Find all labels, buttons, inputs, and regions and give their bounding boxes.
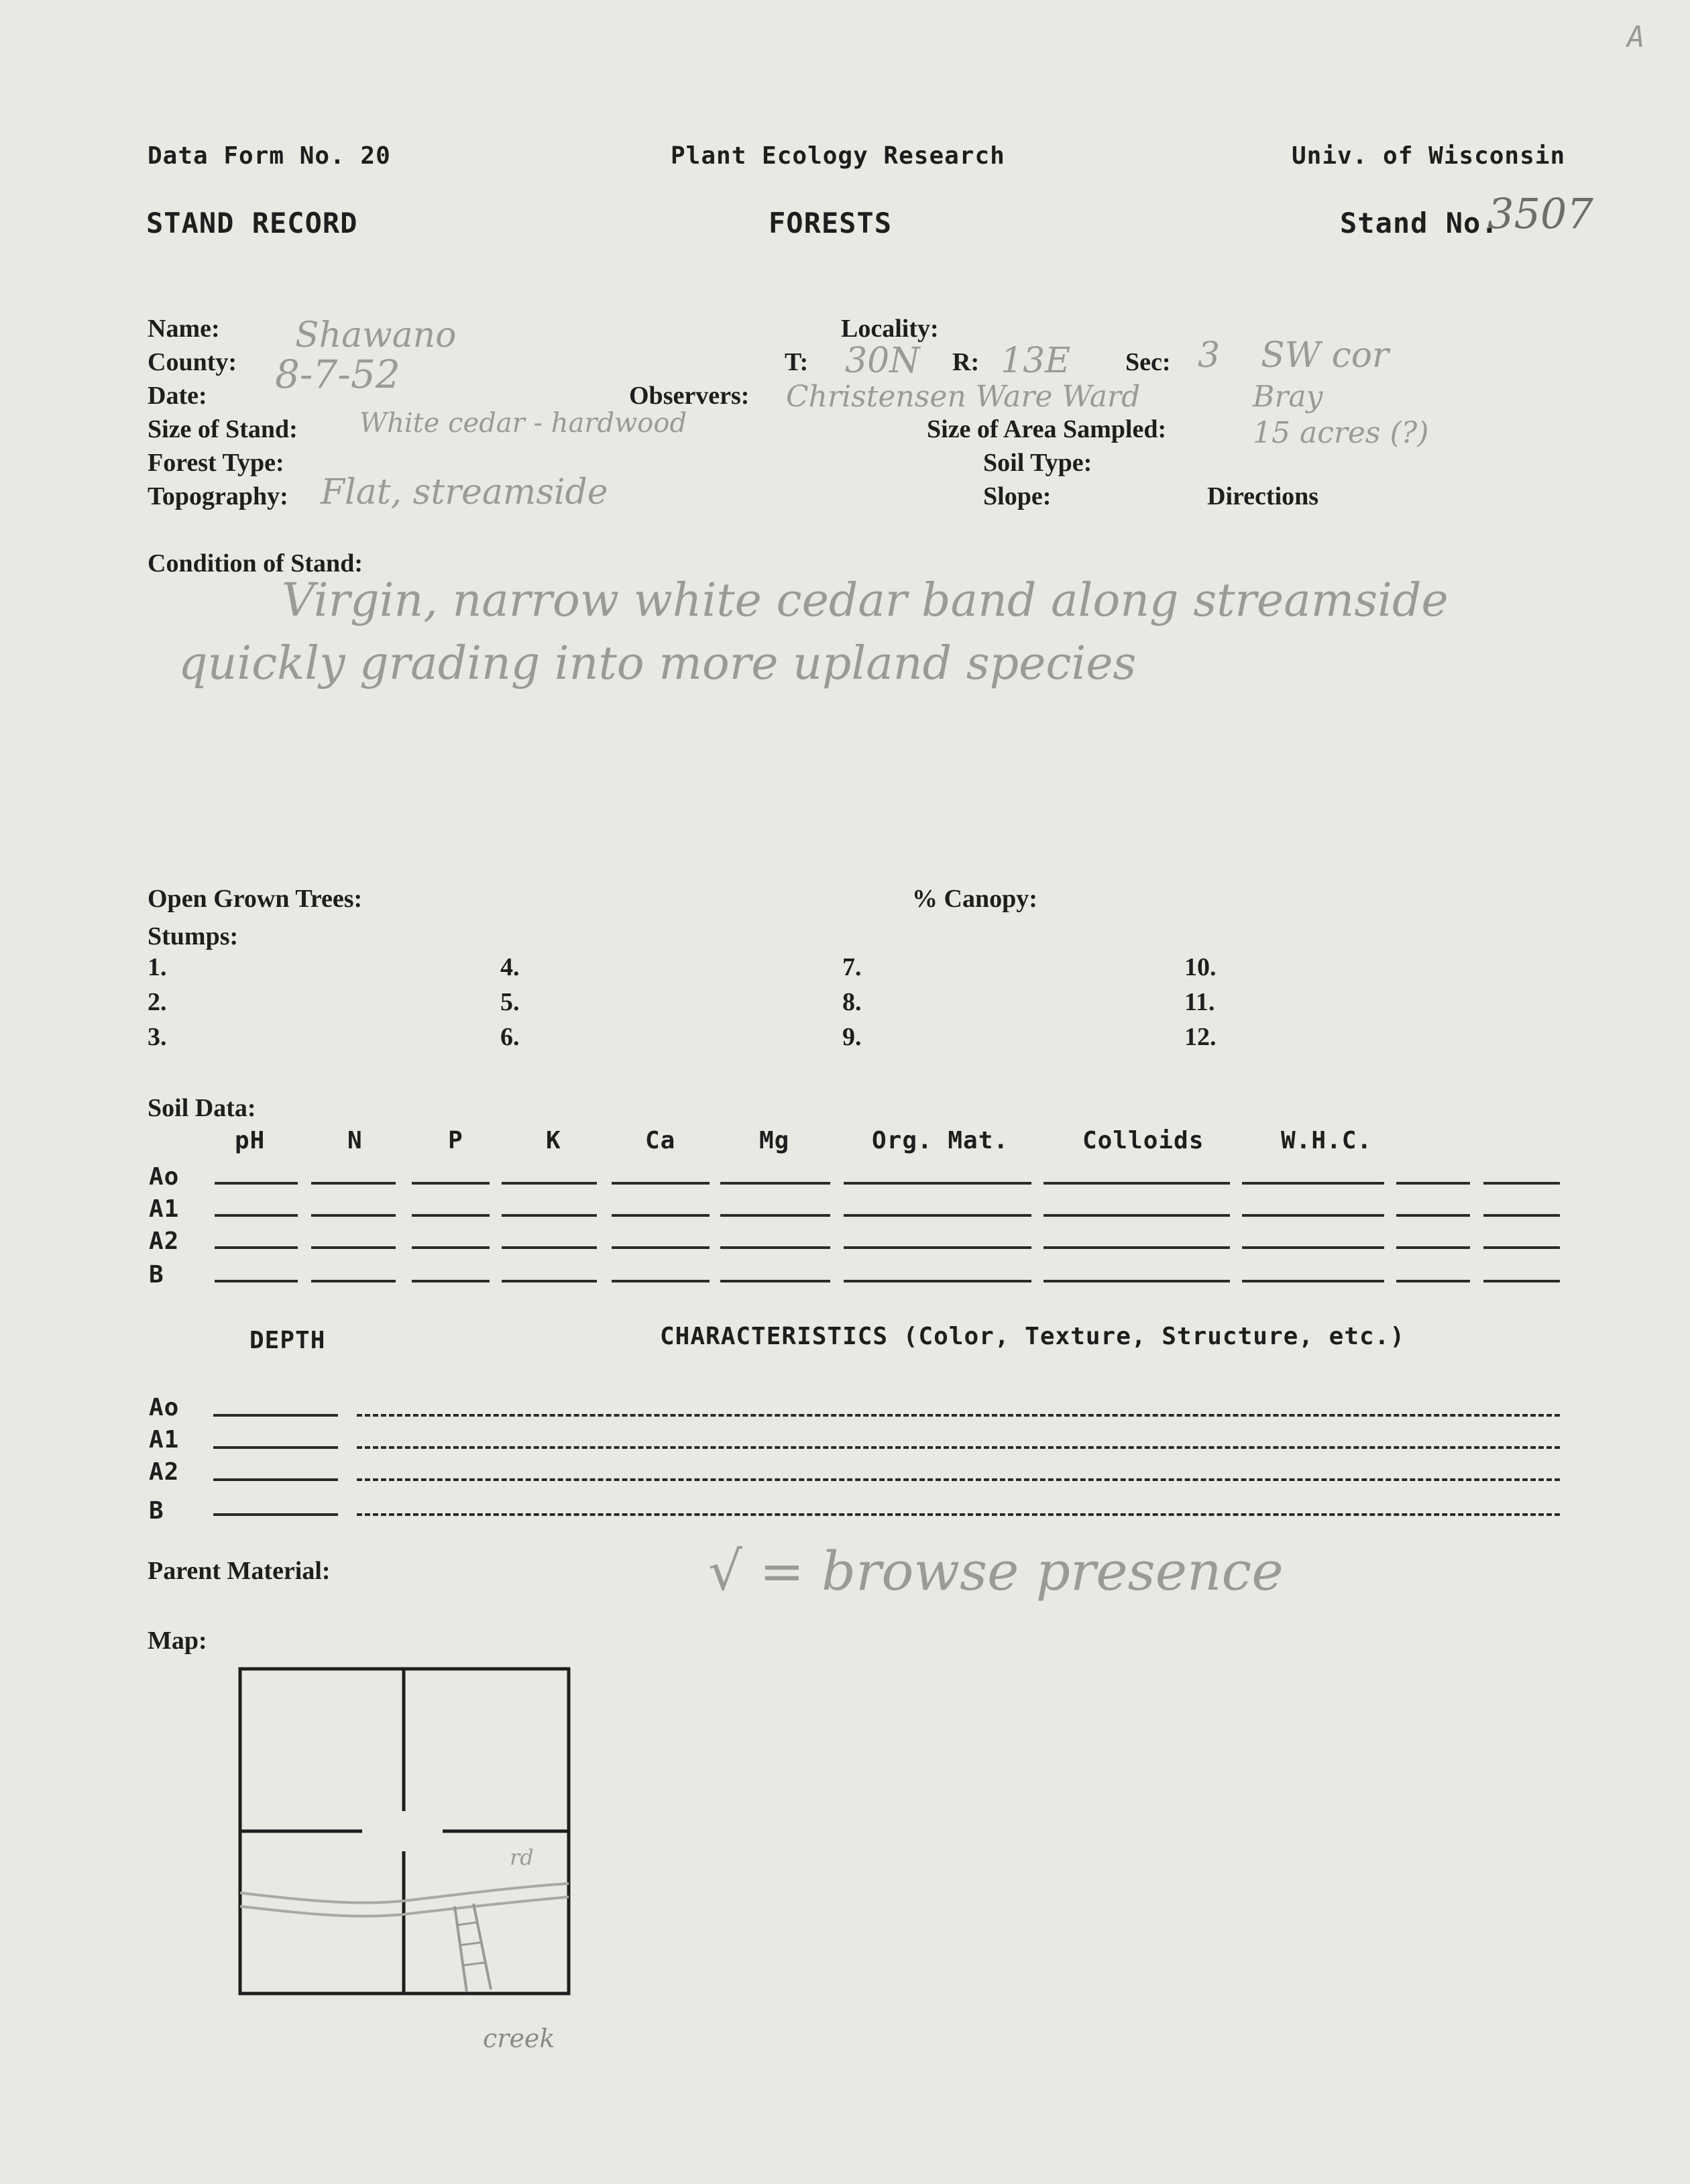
soil-blank-line <box>1483 1182 1560 1185</box>
observers-extra: Bray <box>1253 380 1323 414</box>
soil-col-n: N <box>347 1127 363 1154</box>
soil-blank-line <box>612 1280 710 1282</box>
size-of-stand-value: White cedar - hardwood <box>359 408 687 439</box>
soil-blank-line <box>720 1246 830 1249</box>
soil-blank-line <box>1044 1182 1230 1185</box>
soil-blank-line <box>311 1246 396 1249</box>
observers-value: Christensen Ware Ward <box>786 380 1141 414</box>
soil-col-k: K <box>546 1127 561 1154</box>
soil-blank-line <box>1242 1182 1384 1185</box>
stump-number: 10. <box>1184 953 1217 981</box>
soil-blank-line <box>311 1214 396 1217</box>
stump-number: 8. <box>842 988 862 1016</box>
soil-row-label: A2 <box>149 1227 180 1255</box>
characteristics-blank-line <box>357 1513 1560 1516</box>
soil-blank-line <box>844 1182 1031 1185</box>
soil-data-label: Soil Data: <box>148 1094 256 1122</box>
characteristics-blank-line <box>357 1446 1560 1449</box>
topography-label: Topography: <box>148 482 288 510</box>
soil-row-label: Ao <box>149 1163 180 1191</box>
sec-note: SW cor <box>1261 335 1389 376</box>
soil-col-whc: W.H.C. <box>1281 1127 1373 1154</box>
sec-label: Sec: <box>1125 348 1171 376</box>
parent-material-label: Parent Material: <box>148 1557 331 1585</box>
topography-value: Flat, streamside <box>321 472 608 512</box>
corner-mark: A <box>1627 20 1646 54</box>
soil-col-p: P <box>448 1127 463 1154</box>
organization: Plant Ecology Research <box>671 142 1005 170</box>
depth-row-label: A1 <box>149 1426 180 1454</box>
soil-row-label: A1 <box>149 1195 180 1223</box>
stand-map <box>228 1657 590 2073</box>
forests-title: FORESTS <box>769 207 893 239</box>
soil-blank-line <box>215 1246 298 1249</box>
stump-number: 3. <box>148 1023 167 1051</box>
soil-blank-line <box>311 1280 396 1282</box>
sec-value: 3 <box>1198 335 1221 376</box>
stump-number: 6. <box>500 1023 520 1051</box>
soil-row-label: B <box>149 1261 164 1289</box>
r-value: 13E <box>1001 341 1071 381</box>
stump-number: 1. <box>148 953 167 981</box>
date-label: Date: <box>148 382 207 410</box>
browse-note: √ = browse presence <box>708 1540 1284 1602</box>
soil-blank-line <box>1396 1246 1470 1249</box>
soil-blank-line <box>215 1182 298 1185</box>
soil-blank-line <box>1396 1214 1470 1217</box>
directions-label: Directions <box>1207 482 1319 510</box>
soil-blank-line <box>1242 1280 1384 1282</box>
t-label: T: <box>785 348 809 376</box>
soil-col-colloids: Colloids <box>1082 1127 1204 1154</box>
soil-blank-line <box>412 1280 490 1282</box>
depth-row-label: A2 <box>149 1458 180 1486</box>
forest-type-label: Forest Type: <box>148 449 284 477</box>
stumps-label: Stumps: <box>148 922 239 950</box>
stump-number: 2. <box>148 988 167 1016</box>
depth-label: DEPTH <box>249 1327 326 1354</box>
soil-blank-line <box>412 1246 490 1249</box>
open-grown-trees-label: Open Grown Trees: <box>148 885 363 913</box>
locality-label: Locality: <box>841 315 939 343</box>
university: Univ. of Wisconsin <box>1292 142 1566 170</box>
soil-col-org-mat: Org. Mat. <box>872 1127 1009 1154</box>
form-number: Data Form No. 20 <box>148 142 391 170</box>
map-creek-label: creek <box>483 2024 555 2053</box>
soil-type-label: Soil Type: <box>983 449 1092 477</box>
characteristics-label: CHARACTERISTICS (Color, Texture, Structure, etc.) <box>660 1323 1406 1350</box>
map-label: Map: <box>148 1627 207 1655</box>
depth-blank-line <box>213 1414 338 1417</box>
size-of-stand-label: Size of Stand: <box>148 415 298 443</box>
soil-col-ca: Ca <box>645 1127 676 1154</box>
condition-label: Condition of Stand: <box>148 549 363 578</box>
soil-blank-line <box>720 1182 830 1185</box>
soil-blank-line <box>844 1280 1031 1282</box>
characteristics-blank-line <box>357 1478 1560 1481</box>
slope-label: Slope: <box>983 482 1052 510</box>
r-label: R: <box>952 348 980 376</box>
stump-number: 7. <box>842 953 862 981</box>
soil-blank-line <box>412 1214 490 1217</box>
soil-blank-line <box>1483 1214 1560 1217</box>
depth-blank-line <box>213 1446 338 1449</box>
soil-blank-line <box>720 1214 830 1217</box>
soil-blank-line <box>311 1182 396 1185</box>
t-value: 30N <box>845 341 920 381</box>
soil-blank-line <box>1044 1280 1230 1282</box>
condition-line-2: quickly grading into more upland species <box>178 637 1137 690</box>
soil-blank-line <box>502 1246 597 1249</box>
observers-label: Observers: <box>629 382 750 410</box>
soil-blank-line <box>215 1280 298 1282</box>
stand-no-label: Stand No. <box>1340 207 1499 239</box>
condition-line-1: Virgin, narrow white cedar band along streamside <box>282 574 1449 627</box>
soil-col-ph: pH <box>235 1127 266 1154</box>
stump-number: 9. <box>842 1023 862 1051</box>
size-of-area-label: Size of Area Sampled: <box>927 415 1167 443</box>
soil-blank-line <box>844 1246 1031 1249</box>
soil-blank-line <box>1396 1280 1470 1282</box>
date-value: 8-7-52 <box>275 351 400 397</box>
soil-blank-line <box>720 1280 830 1282</box>
canopy-label: % Canopy: <box>912 885 1037 913</box>
stump-number: 4. <box>500 953 520 981</box>
soil-blank-line <box>844 1214 1031 1217</box>
soil-blank-line <box>502 1280 597 1282</box>
size-of-area-value: 15 acres (?) <box>1253 416 1429 450</box>
soil-blank-line <box>412 1182 490 1185</box>
stand-record-title: STAND RECORD <box>146 207 358 239</box>
county-label: County: <box>148 348 237 376</box>
soil-blank-line <box>1483 1246 1560 1249</box>
soil-blank-line <box>612 1246 710 1249</box>
depth-row-label: Ao <box>149 1394 180 1421</box>
map-road-label: rd <box>510 1845 534 1870</box>
stump-number: 5. <box>500 988 520 1016</box>
soil-blank-line <box>612 1182 710 1185</box>
soil-blank-line <box>1044 1246 1230 1249</box>
name-label: Name: <box>148 315 220 343</box>
soil-blank-line <box>1044 1214 1230 1217</box>
soil-blank-line <box>215 1214 298 1217</box>
soil-col-mg: Mg <box>759 1127 790 1154</box>
stump-number: 11. <box>1184 988 1215 1016</box>
soil-blank-line <box>502 1214 597 1217</box>
depth-blank-line <box>213 1478 338 1481</box>
soil-blank-line <box>502 1182 597 1185</box>
soil-blank-line <box>1242 1214 1384 1217</box>
stump-number: 12. <box>1184 1023 1217 1051</box>
stand-no-value: 3507 <box>1487 189 1593 238</box>
soil-blank-line <box>1242 1246 1384 1249</box>
depth-row-label: B <box>149 1497 164 1525</box>
characteristics-blank-line <box>357 1414 1560 1417</box>
depth-blank-line <box>213 1513 338 1516</box>
soil-blank-line <box>612 1214 710 1217</box>
county-value: Shawano <box>295 315 457 356</box>
soil-blank-line <box>1483 1280 1560 1282</box>
soil-blank-line <box>1396 1182 1470 1185</box>
